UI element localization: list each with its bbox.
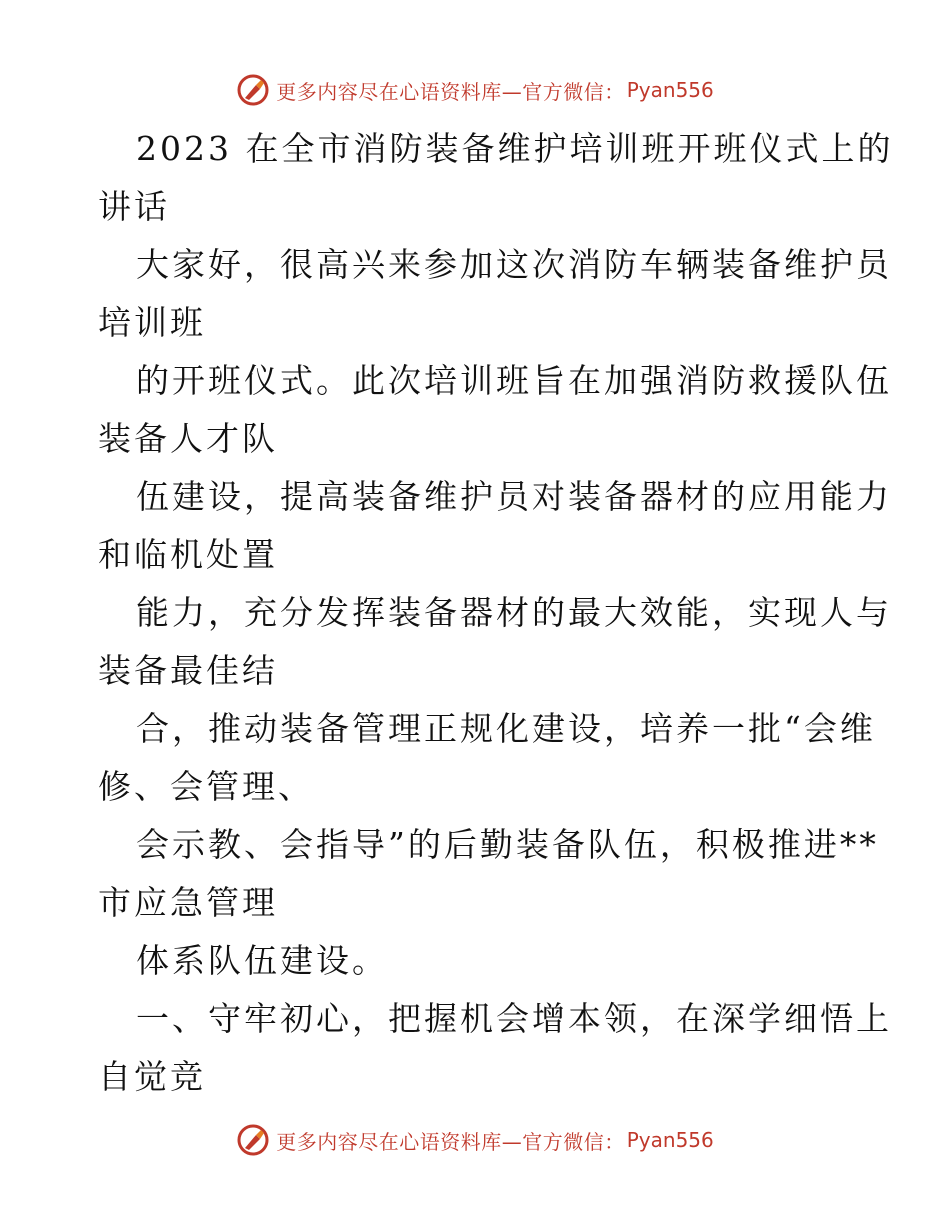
text-line: 能力，充分发挥装备器材的最大效能，实现人与	[136, 593, 892, 632]
pen-nib-logo-icon	[236, 73, 270, 107]
pen-nib-logo-icon	[236, 1123, 270, 1157]
footer-wechat-id: Pyan556	[626, 1128, 714, 1152]
header-text: 更多内容尽在心语资料库—官方微信：	[276, 79, 625, 104]
text-line: 2023 在全市消防装备维护培训班开班仪式上的	[136, 129, 894, 168]
text-line: 合，推动装备管理正规化建设，培养一批“会维	[136, 709, 876, 748]
text-line: 讲话	[98, 187, 170, 226]
text-line: 会示教、会指导”的后勤装备队伍，积极推进**	[136, 825, 879, 864]
text-line: 的开班仪式。此次培训班旨在加强消防救援队伍	[136, 361, 892, 400]
text-line: 自觉竞	[98, 1057, 206, 1096]
text-line: 伍建设，提高装备维护员对装备器材的应用能力	[136, 477, 892, 516]
text-line: 培训班	[98, 303, 206, 342]
text-line: 大家好，很高兴来参加这次消防车辆装备维护员	[136, 245, 892, 284]
footer-text: 更多内容尽在心语资料库—官方微信：	[276, 1129, 625, 1154]
header-wechat-id: Pyan556	[626, 78, 714, 102]
text-line: 修、会管理、	[98, 767, 314, 806]
text-line: 装备人才队	[98, 419, 278, 458]
text-line: 装备最佳结	[98, 651, 278, 690]
footer-banner	[0, 1120, 950, 1160]
text-line: 体系队伍建设。	[136, 941, 388, 980]
document-body	[98, 120, 894, 1106]
text-line: 和临机处置	[98, 535, 278, 574]
header-banner	[0, 70, 950, 110]
text-line: 一、守牢初心，把握机会增本领，在深学细悟上	[136, 999, 892, 1038]
text-line: 市应急管理	[98, 883, 278, 922]
